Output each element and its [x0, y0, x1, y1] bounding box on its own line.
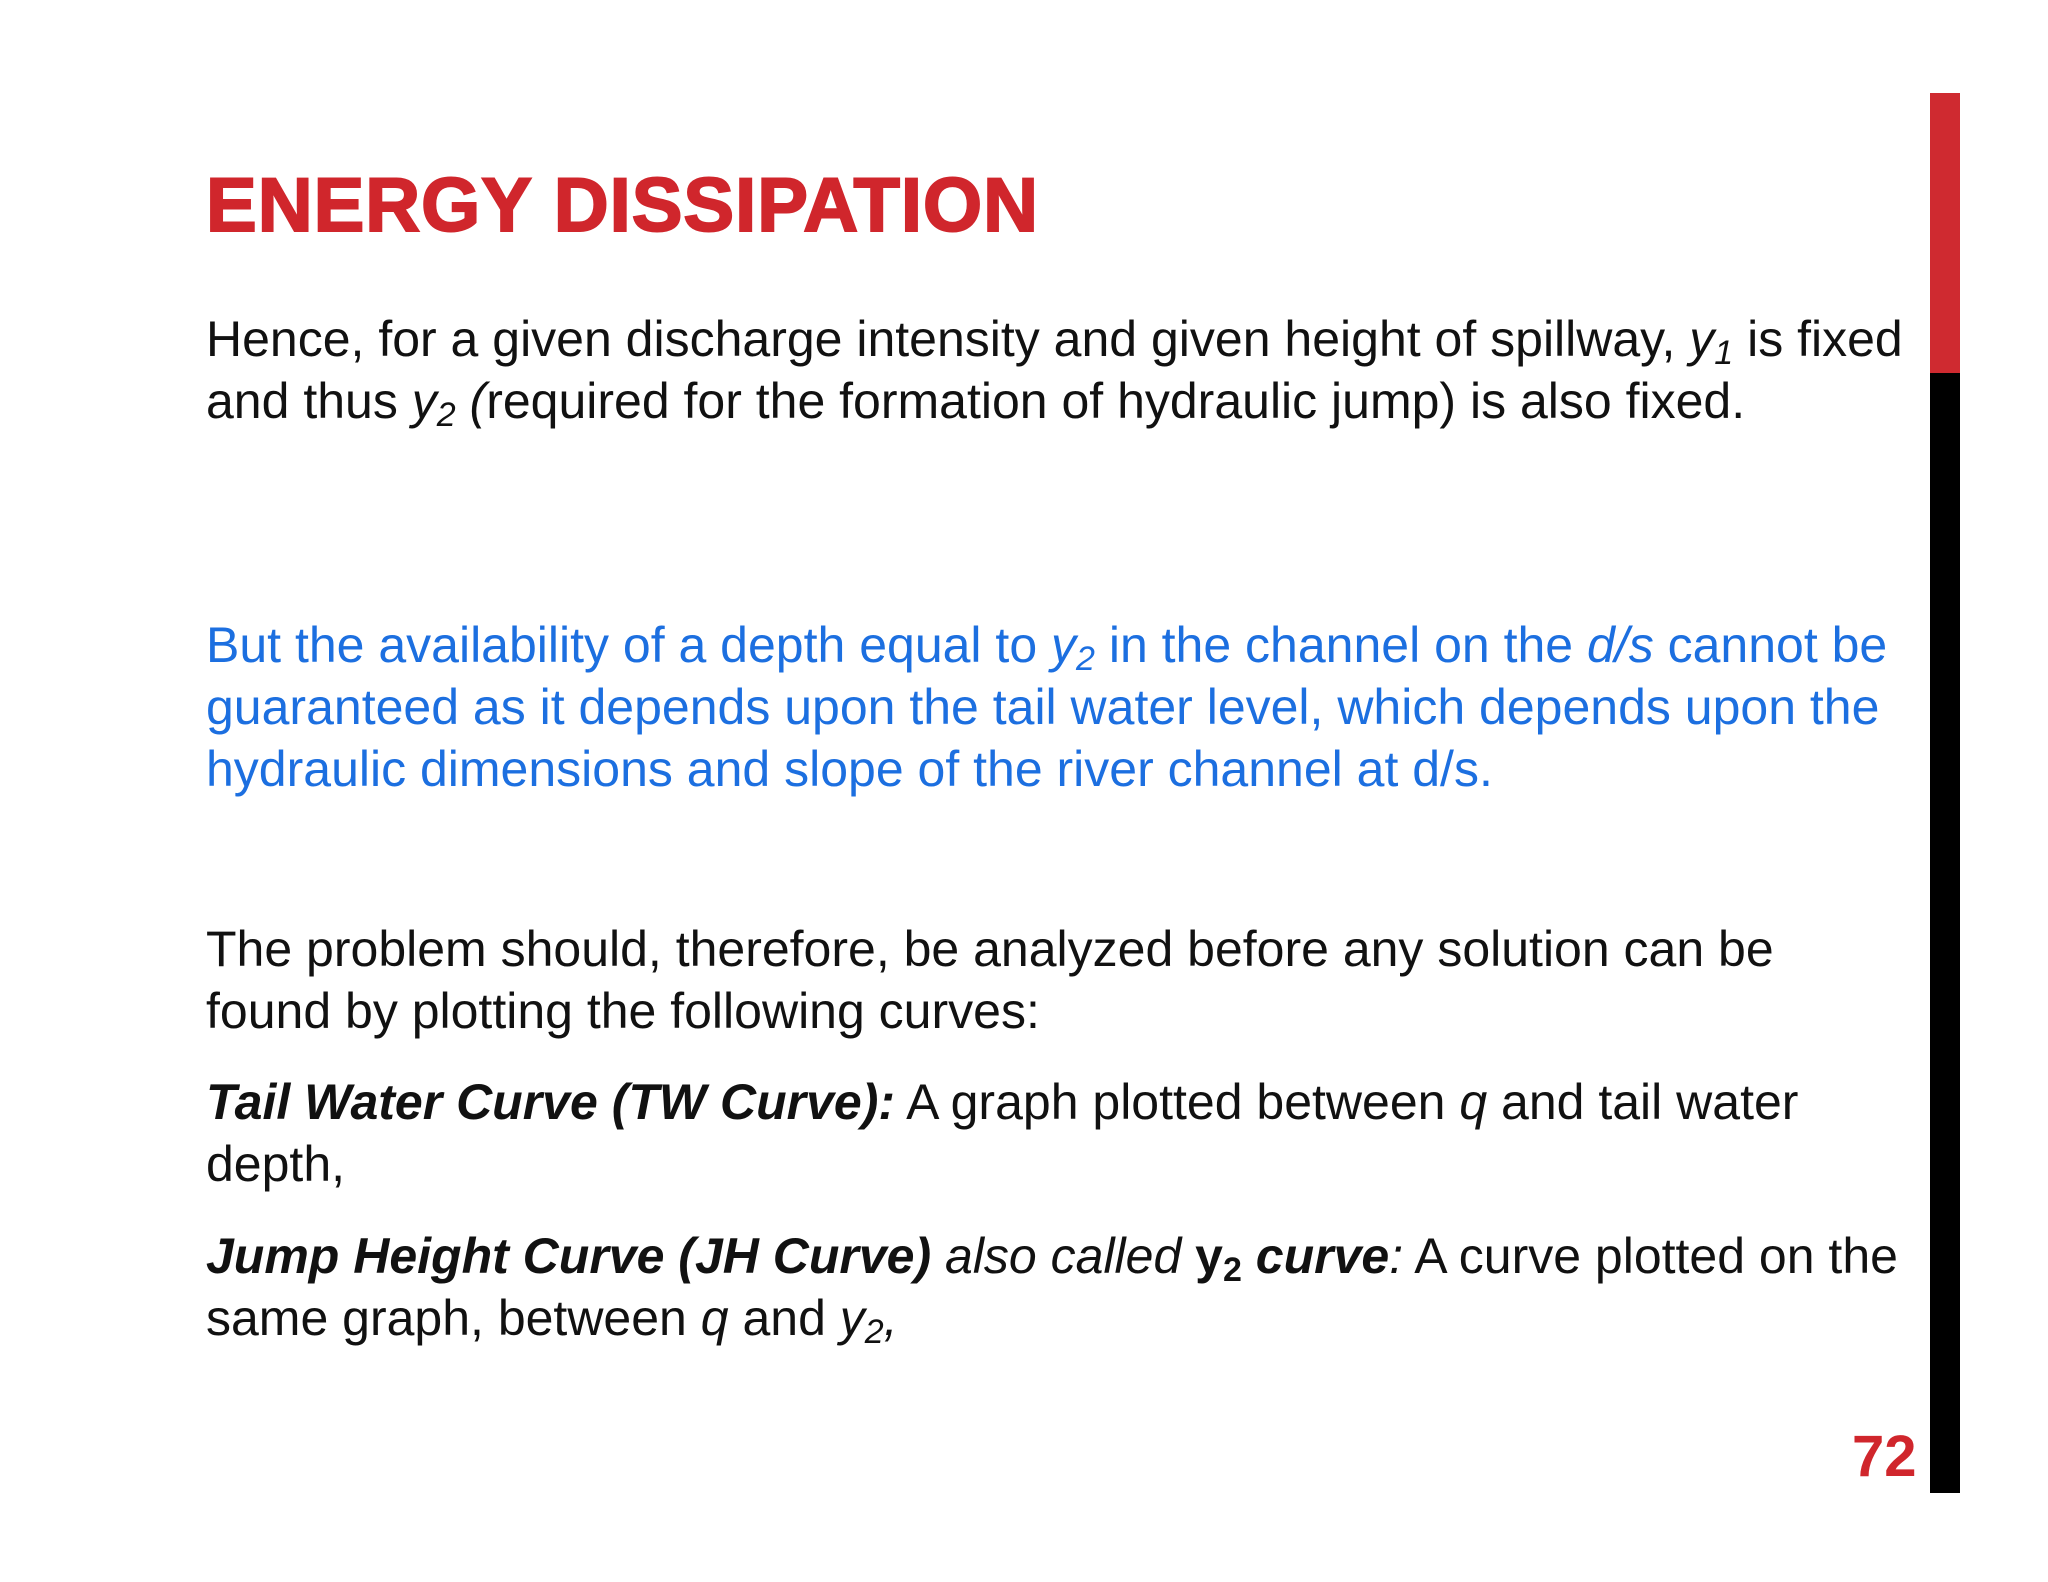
paragraph-jh-curve: Jump Height Curve (JH Curve) also called $y_2$ curve: A curve plotted on the same graph, between q and $y_2$,: [206, 1228, 1898, 1351]
accent-bar-black: [1930, 373, 1960, 1493]
accent-bar-red: [1930, 93, 1960, 373]
slide-title: ENERGY DISSIPATION: [206, 163, 1040, 248]
paragraph-fixed-depth: Hence, for a given discharge intensity and given height of spillway, $y_1$ is fixed and thus $y_2$ (required for the formation of hydraulic jump) is also fixed.: [206, 311, 1903, 434]
page-number: 72: [1852, 1424, 1917, 1489]
paragraph-tw-curve: Tail Water Curve (TW Curve): A graph plotted between q and tail water depth,: [206, 1074, 1799, 1192]
paragraph-problem: The problem should, therefore, be analyzed before any solution can be found by plotting the following curves:: [206, 921, 1774, 1039]
paragraph-availability: But the availability of a depth equal to $y_2$ in the channel on the d/s cannot be guaranteed as it depends upon the tail water level, which depends upon the hydraulic dimensions and slope of the river channel at d/s.: [206, 617, 1888, 797]
